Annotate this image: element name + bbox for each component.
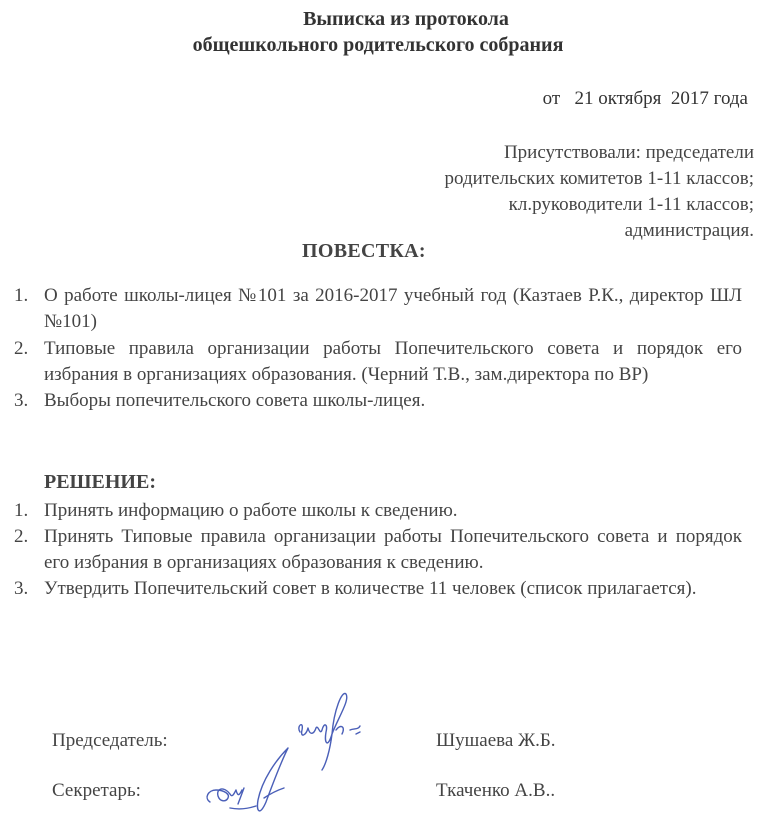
attendees-line: кл.руководители 1-11 классов; xyxy=(508,194,754,215)
chair-label: Председатель: xyxy=(52,730,168,751)
attendees-line: администрация. xyxy=(624,220,754,241)
item-number: 3. xyxy=(14,578,29,599)
item-text: О работе школы-лицея №101 за 2016-2017 учебный год (Казтаев Р.К., директор ШЛ №101) xyxy=(44,285,742,332)
agenda-item xyxy=(0,336,742,388)
agenda-list xyxy=(0,283,742,414)
item-number: 1. xyxy=(14,500,29,521)
item-number: 2. xyxy=(14,526,29,547)
attendees-block xyxy=(445,140,755,244)
document-title-line1: Выписка из протокола xyxy=(303,8,509,30)
chair-signature-stroke xyxy=(257,748,288,811)
chair-signature-stroke xyxy=(336,726,360,734)
chair-signature-stroke xyxy=(299,693,347,770)
item-number: 1. xyxy=(14,285,29,306)
item-text: Утвердить Попечительский совет в количестве 11 человек (список прилагается). xyxy=(44,578,697,599)
item-number: 2. xyxy=(14,338,29,359)
decision-heading: РЕШЕНИЕ: xyxy=(44,471,156,493)
decision-item xyxy=(0,524,742,576)
decision-list xyxy=(0,498,742,602)
item-number: 3. xyxy=(14,390,29,411)
secretary-label: Секретарь: xyxy=(52,780,141,801)
document-title-line2: общешкольного родительского собрания xyxy=(192,34,564,56)
handwritten-signatures xyxy=(200,690,390,820)
agenda-item xyxy=(0,283,742,335)
item-text: Принять Типовые правила организации работы Попечительского совета и порядок его избрания в организациях образования к сведению. xyxy=(44,526,742,573)
secretary-signature-stroke xyxy=(207,788,244,804)
item-text: Принять информацию о работе школы к сведению. xyxy=(44,500,458,521)
agenda-heading: ПОВЕСТКА: xyxy=(302,240,426,262)
agenda-item xyxy=(0,388,742,414)
decision-item xyxy=(0,498,742,524)
meeting-date: от 21 октября 2017 года xyxy=(542,88,748,109)
attendees-line: Присутствовали: председатели xyxy=(503,142,754,163)
chair-name: Шушаева Ж.Б. xyxy=(436,730,556,751)
secretary-signature-stroke xyxy=(264,788,284,798)
attendees-line: родительских комитетов 1-11 классов; xyxy=(444,168,754,189)
item-text: Типовые правила организации работы Попечительского совета и порядок его избрания в организациях образования. (Черний Т.В., зам.директора по ВР) xyxy=(44,338,742,385)
decision-item xyxy=(0,576,742,602)
secretary-signature-stroke xyxy=(230,806,256,809)
secretary-name: Ткаченко А.В.. xyxy=(436,780,556,801)
item-text: Выборы попечительского совета школы-лицея. xyxy=(44,390,426,411)
